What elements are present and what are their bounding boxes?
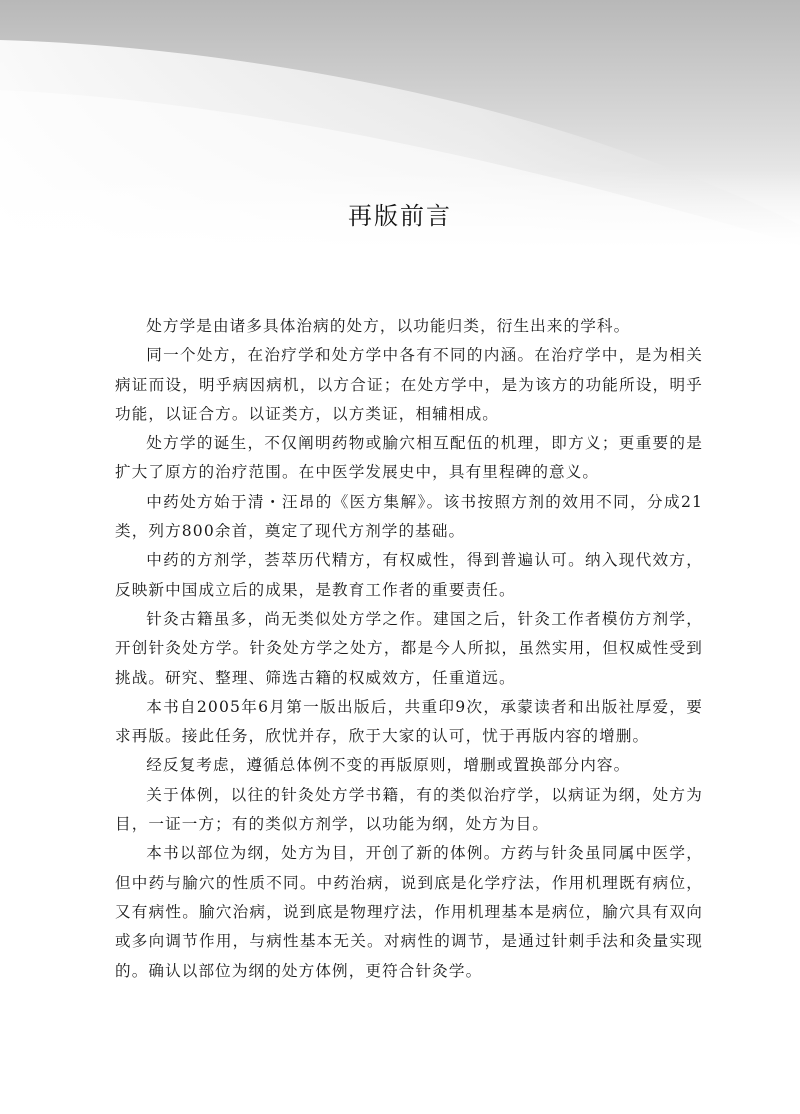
paragraph: 中药的方剂学，荟萃历代精方，有权威性，得到普遍认可。纳入现代效方，反映新中国成立后的成果，是教育工作者的重要责任。 — [115, 551, 703, 599]
paragraph: 本书自2005年6月第一版出版后，共重印9次，承蒙读者和出版社厚爱，要求再版。接此任务，欣忧并存，欣于大家的认可，忧于再版内容的增删。 — [115, 697, 703, 746]
paragraph: 关于体例，以往的针灸处方学书籍，有的类似治疗学，以病证为纲，处方为目，一证一方；有的类似方剂学，以功能为纲，处方为目。 — [115, 785, 703, 834]
paragraph: 经反复考虑，遵循总体例不变的再版原则，增删或置换部分内容。 — [146, 756, 631, 775]
paragraph: 处方学的诞生，不仅阐明药物或腧穴相互配伍的机理，即方义；更重要的是扩大了原方的治疗范围。在中医学发展史中，具有里程碑的意义。 — [115, 434, 703, 482]
paragraph: 中药处方始于清・汪昂的《医方集解》。该书按照方剂的效用不同，分成21类，列方800余首，奠定了现代方剂学的基础。 — [115, 492, 703, 541]
paragraph: 处方学是由诸多具体治病的处方，以功能归类，衍生出来的学科。 — [146, 317, 631, 335]
paragraph: 针灸古籍虽多，尚无类似处方学之作。建国之后，针灸工作者模仿方剂学，开创针灸处方学。针灸处方学之处方，都是今人所拟，虽然实用，但权威性受到挑战。研究、整理、筛选古籍的权威效方，任重道远。 — [115, 609, 703, 687]
page-title: 再版前言 — [348, 202, 452, 230]
paragraph: 同一个处方，在治疗学和处方学中各有不同的内涵。在治疗学中，是为相关病证而设，明乎病因病机，以方合证；在处方学中，是为该方的功能所设，明乎功能，以证合方。以证类方，以方类证，相辅相成。 — [115, 346, 703, 423]
preface-body — [115, 312, 703, 986]
paragraph: 本书以部位为纲，处方为目，开创了新的体例。方药与针灸虽同属中医学，但中药与腧穴的性质不同。中药治病，说到底是化学疗法，作用机理既有病位，又有病性。腧穴治病，说到底是物理疗法，作用机理基本是病位，腧穴具有双向或多向调节作用，与病性基本无关。对病性的调节，是通过针刺手法和灸量实现的。确认以部位为纲的处方体例，更符合针灸学。 — [115, 844, 703, 980]
